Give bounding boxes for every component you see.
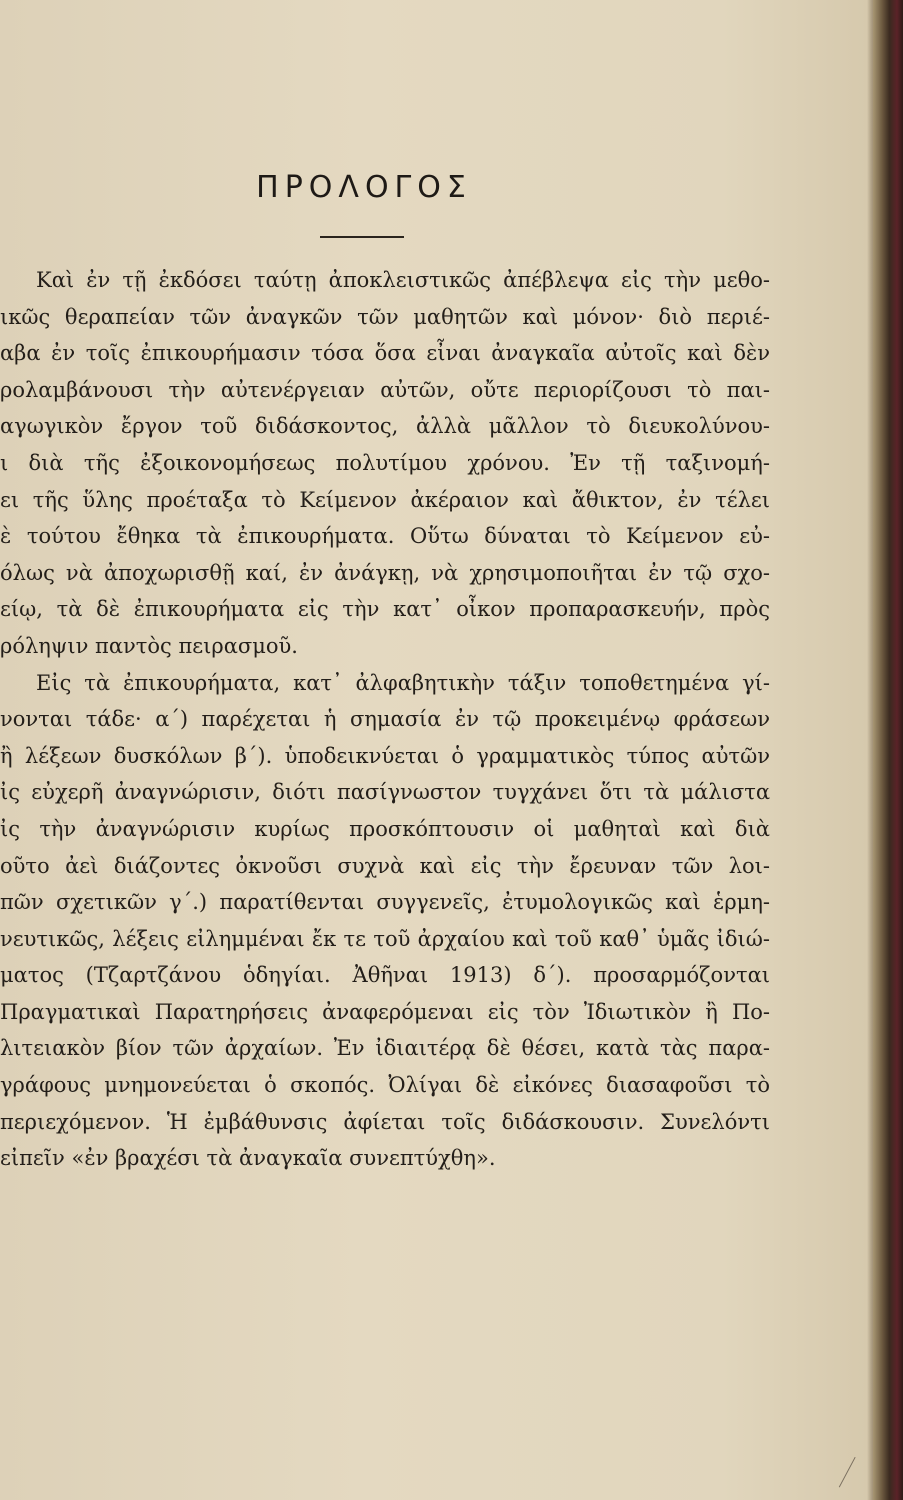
text-line: ρολαμβάνουσι τὴν αὐτενέργειαν αὐτῶν, οὔτε περιορίζουσι τὸ παι- — [0, 377, 770, 402]
text-line: Εἰς τὰ ἐπικουρήματα, κατ᾽ ἀλφαβητικὴν τάξιν τοποθετημένα γί- — [36, 670, 770, 695]
text-line: περιεχόμενον. Ἡ ἐμβάθυνσις ἀφίεται τοῖς διδάσκουσιν. Συνελόντι — [0, 1109, 770, 1134]
page-title: ΠΡΟΛΟΓΟΣ — [256, 170, 472, 205]
text-line: λιτειακὸν βίον τῶν ἀρχαίων. Ἐν ἰδιαιτέρᾳ δὲ θέσει, κατὰ τὰς παρα- — [0, 1036, 770, 1061]
text-line: ι διὰ τῆς ἐξοικονομήσεως πολυτίμου χρόνου. Ἐν τῇ ταξινομή- — [0, 450, 770, 475]
text-line: είῳ, τὰ δὲ ἐπικουρήματα εἰς τὴν κατ᾽ οἶκον προπαρασκευήν, πρὸς — [0, 597, 770, 622]
text-line: όλως νὰ ἀποχωρισθῇ καί, ἐν ἀνάγκῃ, νὰ χρησιμοποιῆται ἐν τῷ σχο- — [0, 560, 770, 585]
text-line: ρόληψιν παντὸς πειρασμοῦ. — [0, 633, 298, 658]
text-line: ικῶς θεραπείαν τῶν ἀναγκῶν τῶν μαθητῶν καὶ μόνον· διὸ περιέ- — [0, 304, 770, 329]
text-line: οῦτο ἀεὶ διάζοντες ὀκνοῦσι συχνὰ καὶ εἰς τὴν ἔρευναν τῶν λοι- — [0, 853, 770, 878]
pencil-mark — [839, 1457, 866, 1493]
text-line: ἰς εὐχερῆ ἀναγνώρισιν, διότι πασίγνωστον τυγχάνει ὅτι τὰ μάλιστα — [0, 780, 770, 805]
title-rule — [320, 236, 404, 238]
text-line: ἢ λέξεων δυσκόλων β΄). ὑποδεικνύεται ὁ γραμματικὸς τύπος αὐτῶν — [0, 743, 770, 768]
preface-text — [0, 262, 770, 1177]
text-line: νευτικῶς, λέξεις εἰλημμέναι ἔκ τε τοῦ ἀρχαίου καὶ τοῦ καθ᾽ ὑμᾶς ἰδιώ- — [0, 926, 770, 951]
text-line: πῶν σχετικῶν γ΄.) παρατίθενται συγγενεῖς, ἐτυμολογικῶς καὶ ἑρμη- — [0, 890, 770, 915]
text-line: γράφους μνημονεύεται ὁ σκοπός. Ὀλίγαι δὲ εἰκόνες διασαφοῦσι τὸ — [0, 1073, 770, 1098]
text-line: αβα ἐν τοῖς ἐπικουρήμασιν τόσα ὅσα εἶναι ἀναγκαῖα αὐτοῖς καὶ δὲν — [0, 341, 770, 366]
text-line: νονται τάδε· α΄) παρέχεται ἡ σημασία ἐν τῷ προκειμένῳ φράσεων — [0, 707, 770, 732]
text-line: ει τῆς ὕλης προέταξα τὸ Κείμενον ἀκέραιον καὶ ἄθικτον, ἐν τέλει — [0, 487, 770, 512]
text-line: ἰς τὴν ἀναγνώρισιν κυρίως προσκόπτουσιν οἱ μαθηταὶ καὶ διὰ — [0, 816, 770, 841]
text-line: ματος (Τζαρτζάνου ὁδηγίαι. Ἀθῆναι 1913) δ΄). προσαρμόζονται — [0, 963, 770, 988]
text-line: Πραγματικαὶ Παρατηρήσεις ἀναφερόμεναι εἰς τὸν Ἰδιωτικὸν ἢ Πο- — [0, 999, 770, 1024]
text-line: αγωγικὸν ἔργον τοῦ διδάσκοντος, ἀλλὰ μᾶλλον τὸ διευκολύνου- — [0, 414, 770, 439]
book-spine — [873, 0, 903, 1500]
text-line: Καὶ ἐν τῇ ἐκδόσει ταύτῃ ἀποκλειστικῶς ἀπέβλεψα εἰς τὴν μεθο- — [36, 268, 770, 292]
text-line: ὲ τούτου ἔθηκα τὰ ἐπικουρήματα. Οὕτω δύναται τὸ Κείμενον εὐ- — [0, 524, 770, 549]
text-line: εἰπεῖν «ἐν βραχέσι τὰ ἀναγκαῖα συνεπτύχθη». — [0, 1146, 496, 1171]
